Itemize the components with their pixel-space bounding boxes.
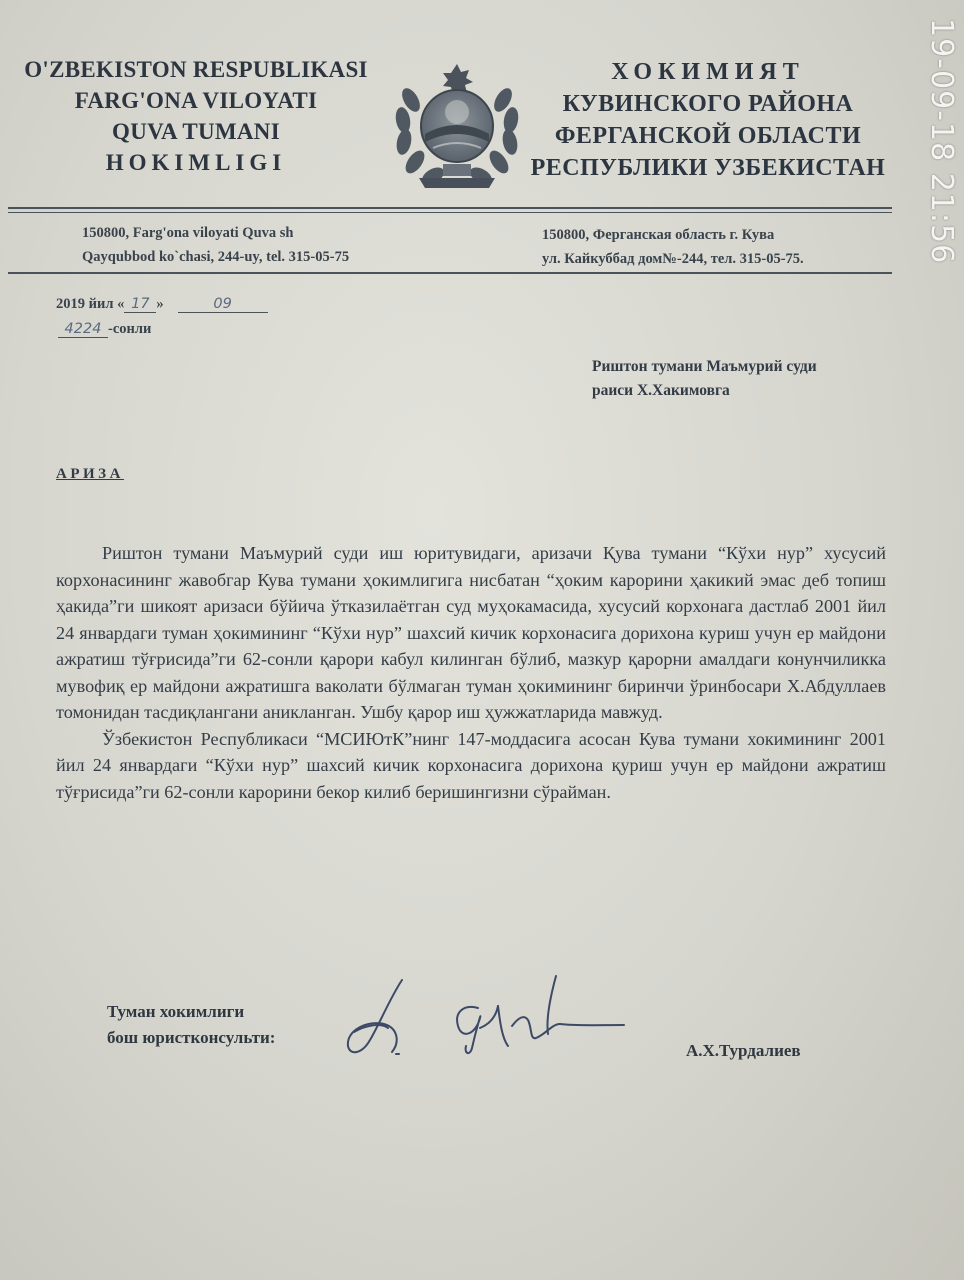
header-russian-line3: ФЕРГАНСКОЙ ОБЛАСТИ — [554, 123, 862, 149]
address-russian-line1: 150800, Ферганская область г. Кува — [542, 227, 775, 243]
header-russian — [522, 56, 894, 184]
date-year-label: 2019 йил « — [56, 296, 125, 312]
signatory-title-line1: Туман хокимлиги — [107, 1002, 245, 1021]
header-russian-line4: РЕСПУБЛИКИ УЗБЕКИСТАН — [530, 155, 886, 181]
address-divider — [8, 272, 892, 274]
state-emblem-icon — [389, 60, 525, 192]
header-uzbek-line2: FARG'ONA VILOYATI — [74, 88, 318, 113]
photo-timestamp: 19-09-18 21:56 — [924, 18, 959, 265]
addressee-block — [592, 355, 817, 403]
header-russian-line1: ХОКИМИЯТ — [611, 59, 805, 85]
outgoing-number — [58, 321, 151, 338]
header-divider-thin — [8, 212, 892, 213]
address-russian — [542, 223, 804, 271]
header-divider — [8, 207, 892, 209]
signatory-name: А.Х.Турдалиев — [686, 1041, 801, 1060]
date-day: 17 — [124, 296, 156, 313]
address-uzbek-line1: 150800, Farg'ona viloyati Quva sh — [82, 225, 294, 241]
handwritten-signature — [340, 968, 630, 1068]
date-month: 09 — [178, 296, 268, 313]
addressee-line2: раиси Х.Хакимовга — [592, 382, 730, 399]
address-uzbek — [82, 221, 349, 269]
outgoing-number-value: 4224 — [58, 321, 108, 338]
header-russian-line2: КУВИНСКОГО РАЙОНА — [562, 91, 854, 117]
outgoing-number-suffix: -сонли — [108, 321, 152, 337]
header-uzbek-line4: HOKIMLIGI — [105, 150, 287, 175]
address-uzbek-line2: Qayqubbod ko`chasi, 244-uy, tel. 315-05-75 — [82, 249, 350, 265]
header-uzbek-line1: O'ZBEKISTON RESPUBLIKASI — [24, 57, 368, 82]
date-mid: » — [156, 296, 164, 312]
body-paragraph-1: Риштон тумани Маъмурий суди иш юритувидаги, аризачи Қува тумани “Кўхи нур” хусусий корхонасининг жавобгар Кува тумани ҳокимлигига нисбатан “ҳоким карорини ҳакикий эмас деб топиш ҳакида”ги шикоят аризаси бўйича ўтказилаётган суд муҳокамасида, хусусий корхонага дастлаб 2001 йил 24 январдаги туман ҳокимининг “Кўхи нур” шахсий кичик корхонасига дорихона куриш учун ер майдони ажратиш тўғрисида”ги 62-сонли қарори кабул килинган бўлиб, мазкур қарорни амалдаги конунчиликка мувофиқ ер майдони ажратишга ваколати бўлмаган туман ҳокимининг биринчи ўринбосари Х.Абдуллаев томонидан тасдиқлангани аникланган. Ушбу қарор иш ҳужжатларида мавжуд. — [56, 543, 886, 722]
body-paragraph-2: Ўзбекистон Республикаси “МСИЮтК”нинг 147-моддасига асосан Кува тумани хокимининг 2001 йил 24 январдаги “Кўхи нур” шахсий кичик корхонасига дорихона қуриш учун ер майдони ажратиш тўғрисида”ги 62-сонли карорини бекор килиб беришингизни сўрайман. — [56, 728, 886, 802]
address-russian-line2: ул. Кайкуббад дом№-244, тел. 315-05-75. — [542, 251, 804, 267]
document-title: АРИЗА — [56, 466, 124, 482]
document-body — [56, 540, 886, 805]
signatory-title — [107, 999, 275, 1051]
header-uzbek-line3: QUVA TUMANI — [112, 119, 280, 144]
signatory-title-line2: бош юристконсульти: — [107, 1028, 276, 1047]
header-uzbek — [0, 54, 392, 178]
addressee-line1: Риштон тумани Маъмурий суди — [592, 358, 817, 375]
outgoing-date — [56, 296, 268, 313]
